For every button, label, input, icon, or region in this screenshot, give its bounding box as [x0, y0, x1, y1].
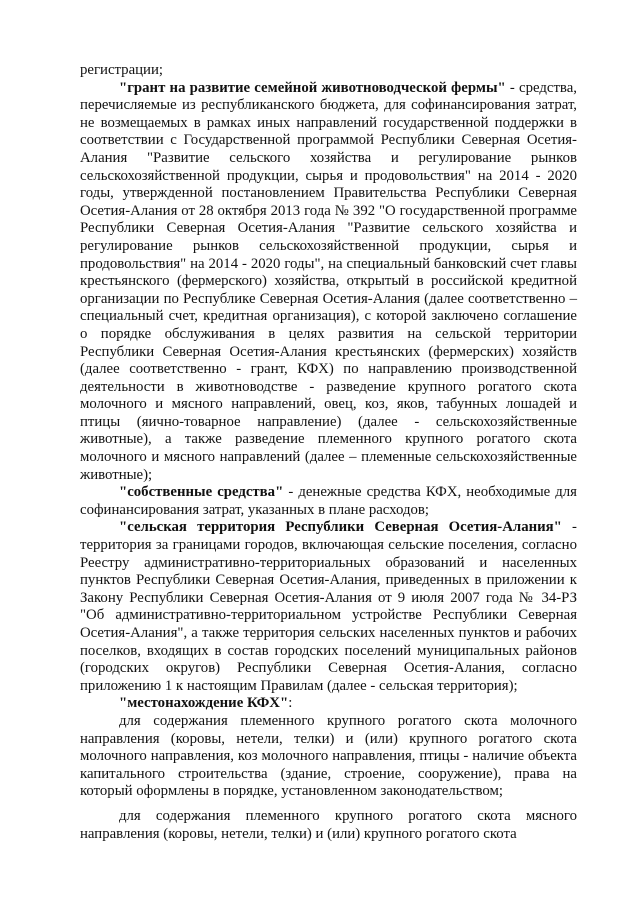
definition-text: - денежные средства КФХ, необходимые для софинансирования затрат, указанных в плане расходов;: [80, 484, 577, 518]
paragraph-text: для содержания племенного крупного рогатого скота мясного направления (коровы, нетели, телки) и (или) крупного рогатого скота: [80, 807, 577, 842]
paragraph-gap: [80, 801, 577, 808]
definition-own-funds: [80, 484, 577, 519]
definition-rural-territory: [80, 519, 577, 695]
definition-farm-location: [80, 695, 577, 713]
location-condition-dairy: [80, 713, 577, 801]
term-label: "местонахождение КФХ": [119, 695, 289, 712]
term-label: "грант на развитие семейной животноводческой фермы": [119, 79, 506, 96]
paragraph-registration-tail: [80, 62, 577, 80]
definition-text: :: [288, 695, 293, 712]
term-label: "собственные средства": [119, 484, 284, 501]
definition-text: - средства, перечисляемые из республиканского бюджета, для софинансирования затрат, не возмещаемых в рамках иных направлений государственной поддержки в соответствии с Государственной программой Республики Северная Осетия-Алания "Развитие сельского хозяйства и регулирование рынков сельскохозяйственной продукции, сырья и продовольствия" на 2014 - 2020 годы, утвержденной постановлением Правительства Республики Северная Осетия-Алания от 28 октября 2013 года № 392 "О государственной программе Республики Северная Осетия-Алания "Развитие сельского хозяйства и регулирование рынков сельскохозяйственной продукции, сырья и продовольствия" на 2014 - 2020 годы", на специальный банковский счет главы крестьянского (фермерского) хозяйства, открытый в российской кредитной организации по Республике Северная Осетия-Алания (далее соответственно – специальный счет, кредитная организация), с которой заключено соглашение о порядке обслуживания в целях развития на сельской территории Республики Северная Осетия-Алания крестьянских (фермерских) хозяйств (далее соответственно - грант, КФХ) по направлению производственной деятельности в животноводстве - разведение крупного рогатого скота молочного и мясного направлений, овец, коз, яков, табунных лошадей и птицы (яично-товарное направление) (далее - сельскохозяйственные животные), а также разведение племенного крупного рогатого скота молочного и мясного направлений (далее – племенные сельскохозяйственные животные);: [80, 79, 577, 483]
definition-text: - территория за границами городов, включающая сельские поселения, согласно Реестру административно-территориальных образований и населенных пунктов Республики Северная Осетия-Алания, приведенных в приложении к Закону Республики Северная Осетия-Алания от 9 июля 2007 года № 34-РЗ "Об административно-территориальном устройстве Республики Северная Осетия-Алания", а также территория сельских населенных пунктов и рабочих поселков, входящих в состав городских поселений муниципальных районов (городских округов) Республики Северная Осетия-Алания, согласно приложению 1 к настоящим Правилам (далее - сельская территория);: [80, 519, 577, 694]
term-label: "сельская территория Республики Северная Осетия-Алания": [119, 519, 562, 536]
location-condition-beef: [80, 808, 577, 843]
definition-grant: [80, 80, 577, 485]
paragraph-text: для содержания племенного крупного рогатого скота молочного направления (коровы, нетели, телки) и (или) крупного рогатого скота молочного направления, коз молочного направления, птицы - наличие объекта капитального строительства (здание, строение, сооружение), права на который оформлены в порядке, установленном законодательством;: [80, 712, 577, 800]
paragraph-text: регистрации;: [80, 62, 164, 78]
document-page: [80, 62, 577, 843]
